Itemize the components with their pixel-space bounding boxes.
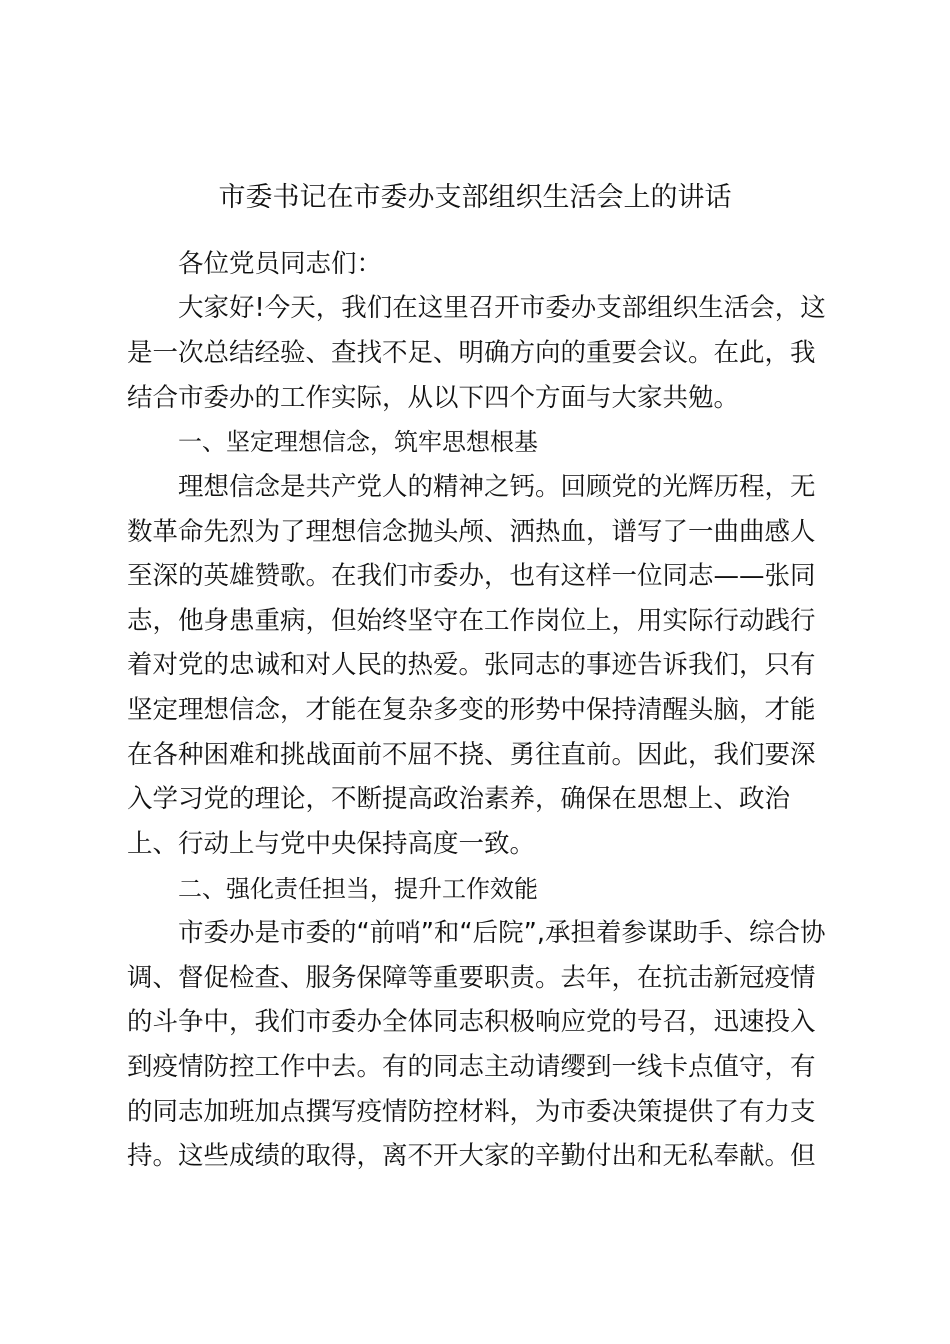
body-line: 是一次总结经验、查找不足、明确方向的重要会议。在此，我 <box>127 338 816 368</box>
section-heading-2: 二、强化责任担当，提升工作效能 <box>178 875 538 903</box>
body-line: 着对党的忠诚和对人民的热爱。张同志的事迹告诉我们，只有 <box>127 650 816 680</box>
body-line: 入学习党的理论，不断提高政治素养，确保在思想上、政治 <box>127 784 791 814</box>
body-line: 至深的英雄赞歌。在我们市委办，也有这样一位同志——张同 <box>127 561 816 591</box>
body-line: 持。这些成绩的取得，离不开大家的辛勤付出和无私奉献。但 <box>127 1141 816 1171</box>
body-line: 市委办是市委的“前哨”和“后院”,承担着参谋助手、综合协 <box>178 918 826 948</box>
body-line: 志，他身患重病，但始终坚守在工作岗位上，用实际行动践行 <box>127 606 816 636</box>
body-line: 到疫情防控工作中去。有的同志主动请缨到一线卡点值守，有 <box>127 1052 816 1082</box>
body-line: 坚定理想信念，才能在复杂多变的形势中保持清醒头脑，才能 <box>127 695 816 725</box>
body-line: 调、督促检查、服务保障等重要职责。去年，在抗击新冠疫情 <box>127 963 816 993</box>
section-heading-1: 一、坚定理想信念，筑牢思想根基 <box>178 428 538 456</box>
body-line: 数革命先烈为了理想信念抛头颅、洒热血，谱写了一曲曲感人 <box>127 517 816 547</box>
body-line: 在各种困难和挑战面前不屈不挠、勇往直前。因此，我们要深 <box>127 740 816 770</box>
body-line: 结合市委办的工作实际，从以下四个方面与大家共勉。 <box>127 383 740 413</box>
body-line: 上、行动上与党中央保持高度一致。 <box>127 829 536 859</box>
body-line: 的同志加班加点撰写疫情防控材料，为市委决策提供了有力支 <box>127 1097 816 1127</box>
body-line: 的斗争中，我们市委办全体同志积极响应党的号召，迅速投入 <box>127 1007 816 1037</box>
salutation-line: 各位党员同志们： <box>178 249 383 279</box>
body-line: 大家好!今天，我们在这里召开市委办支部组织生活会，这 <box>178 293 826 323</box>
body-line: 理想信念是共产党人的精神之钙。回顾党的光辉历程，无 <box>178 472 816 502</box>
document-title: 市委书记在市委办支部组织生活会上的讲话 <box>218 182 732 213</box>
